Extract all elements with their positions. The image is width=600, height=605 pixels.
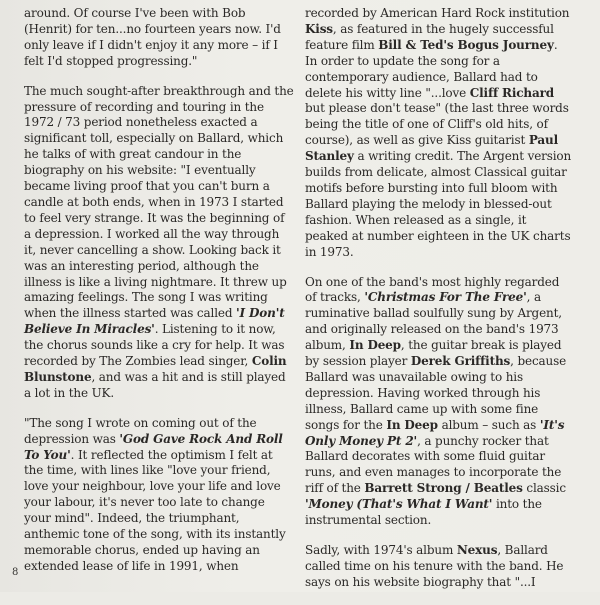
text-run: , as featured in the hugely successful feature film [305,21,554,52]
song-title: 'Money (That's What I Want' [305,497,493,512]
song-title: 'Christmas For The Free' [364,290,527,305]
text-run: "The song I wrote on coming out of the depression was [24,415,257,446]
paragraph [24,84,294,402]
bold-name: Paul Stanley [305,133,559,164]
text-run: a writing credit. The Argent version builds from delicate, almost Classical guitar motifs before bursting into full bloom with Ballard playing the melody in blessed-out fashion. When released as a single, it peaked at number eighteen in the UK charts in 1973. [305,149,572,259]
text-run: . Listening to it now, the chorus sounds like a cry for help. It was recorded by The Zombies lead singer, [24,322,285,369]
text-run: . It reflected the optimism I felt at the time, with lines like "love your friend, love your neighbour, love your life and love your labour, it's never too late to change your mind". Indeed, the triumphant, anthemic tone of the song, with its instantly memorable chorus, ended up having an extended lease of life in 1991, when [24,447,286,573]
song-title: 'I Don't Believe In Miracles' [24,306,285,337]
song-title: 'It's Only Money Pt 2' [305,417,565,448]
bold-name: In Deep [386,417,438,432]
text-run: , the guitar break is played by session player [305,338,562,369]
left-text-column [24,6,294,589]
paragraph [305,275,573,530]
text-run: classic [522,481,566,496]
bold-name: Nexus [456,543,498,557]
bold-name: Kiss [305,21,333,36]
text-run: , a punchy rocker that Ballard decorates with some fluid guitar runs, and even manages to incorporate the riff of the [305,433,562,496]
paragraph [24,6,294,70]
text-run: , Ballard called time on his tenure with the band. He says on his website biography that "...I [305,543,564,589]
text-run: Sadly, with 1974's album [305,543,457,557]
paragraph [24,416,294,575]
text-run: , and was a hit and is still played a lot in the UK. [24,369,286,400]
bold-name: Colin Blunstone [24,354,287,384]
text-run: but please don't tease" (the last three words being the title of one of Cliff's old hits, of course), as well as give Kiss guitarist [305,101,569,148]
text-run: recorded by American Hard Rock institution [305,6,570,20]
text-run: album – such as [437,417,540,432]
bold-name: Barrett Strong / Beatles [364,481,523,496]
text-run: The much sought-after breakthrough and the pressure of recording and touring in the 1972 / 73 period nonetheless exacted a significant toll, especially on Ballard, which he talks of with great candour in the biography on his website: "I eventually became living proof that you can't burn a candle at both ends, when in 1973 I started to feel very strange. It was the beginning of a depression. I worked all the way through it, never cancelling a show. Looking back it was an interesting period, although the illness is like a living nightmare. It threw up amazing feelings. The song I was writing when the illness started was called [24,83,294,321]
right-text-column [305,6,573,605]
paragraph [305,543,573,591]
song-title: 'God Gave Rock And Roll To You' [24,431,283,462]
text-run: around. Of course I've been with Bob (Henrit) for ten...no fourteen years now. I'd only leave if I didn't enjoy it any more – if I felt I'd stopped progressing." [24,6,281,68]
text-run: . In order to update the song for a contemporary audience, Ballard had to delete his witty line "...love [305,37,558,100]
text-run: into the instrumental section. [305,497,542,528]
text-run: , because Ballard was unavailable owing to his depression. Having worked through his illness, Ballard came up with some fine songs for the [305,354,567,432]
paragraph [305,6,573,261]
text-run: On one of the band's most highly regarded of tracks, [305,274,560,305]
page-number: 8 [12,567,19,578]
bold-name: Cliff Richard [469,85,555,100]
bold-name: Bill & Ted's Bogus Journey [378,37,554,52]
bold-name: Derek Griffiths [410,354,511,369]
bold-name: In Deep [349,338,401,353]
text-run: , a ruminative ballad soulfully sung by Argent, and originally released on the band's 1973 album, [305,290,562,353]
